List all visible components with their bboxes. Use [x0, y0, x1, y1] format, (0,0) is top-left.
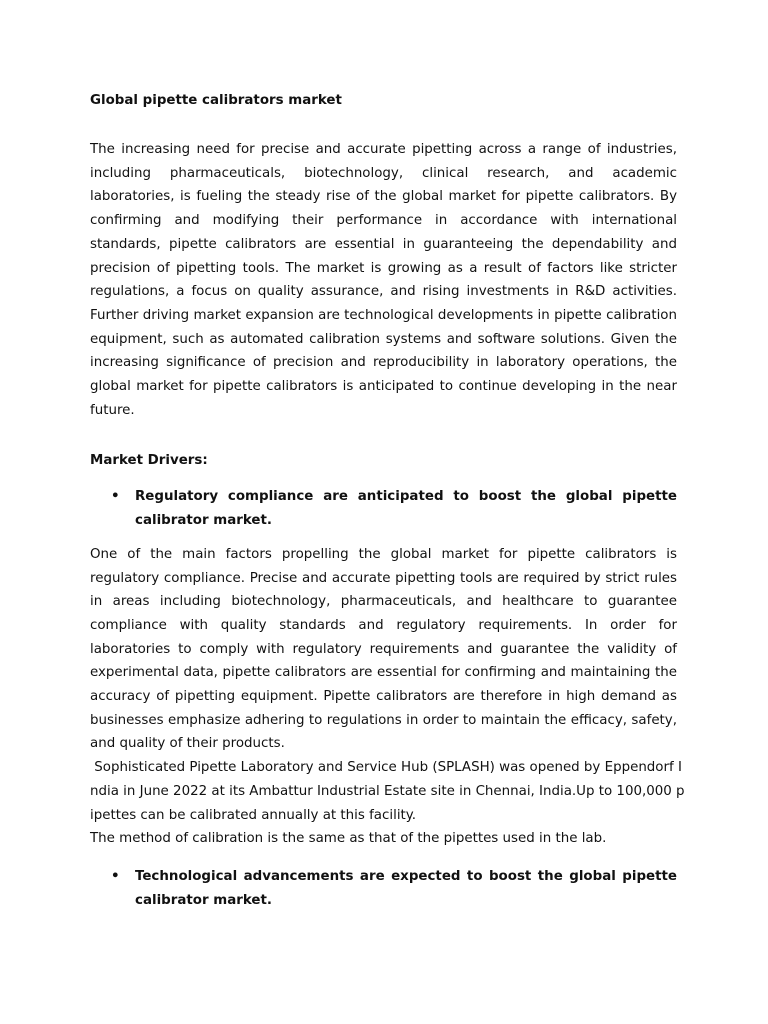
bullet-technological-advancements: [90, 865, 677, 912]
splash-line-1: Sophisticated Pipette Laboratory and Service Hub (SPLASH) was opened by Eppendorf I: [90, 760, 682, 776]
market-drivers-heading: Market Drivers:: [90, 453, 208, 469]
regulatory-paragraph: One of the main factors propelling the global market for pipette calibrators is regulatory compliance. Precise and accurate pipetting tools are required by strict rules in areas including biotechnology, pharmaceuticals, and healthcare to guarantee compliance with quality standards and regulatory requirements. In order for laboratories to comply with regulatory requirements and guarantee the validity of experimental data, pipette calibrators are essential for confirming and maintaining the accuracy of pipetting equipment. Pipette calibrators are therefore in high demand as businesses emphasize adhering to regulations in order to maintain the efficacy, safety, and quality of their products.: [90, 546, 677, 752]
bullet-text: Regulatory compliance are anticipated to boost the global pipette calibrator market.: [135, 489, 677, 529]
bullet-regulatory-compliance: [90, 485, 677, 532]
splash-line-3: ipettes can be calibrated annually at this facility.: [90, 807, 417, 823]
splash-line-2: ndia in June 2022 at its Ambattur Industrial Estate site in Chennai, India.Up to 100,000 p: [90, 783, 685, 799]
bullet-glyph: •: [111, 868, 120, 884]
intro-paragraph: The increasing need for precise and accurate pipetting across a range of industries, including pharmaceuticals, biotechnology, clinical research, and academic laboratories, is fueling the steady rise of the global market for pipette calibrators. By confirming and modifying their performance in accordance with international standards, pipette calibrators are essential in guaranteeing the dependability and precision of pipetting tools. The market is growing as a result of factors like stricter regulations, a focus on quality assurance, and rising investments in R&D activities. Further driving market expansion are technological developments in pipette calibration equipment, such as automated calibration systems and software solutions. Given the increasing significance of precision and reproducibility in laboratory operations, the global market for pipette calibrators is anticipated to continue developing in the near future.: [90, 142, 677, 418]
bullet-text: Technological advancements are expected to boost the global pipette calibrator market.: [135, 868, 677, 908]
document-title: Global pipette calibrators market: [90, 93, 342, 108]
bullet-glyph: •: [111, 489, 120, 505]
calibration-method-line: The method of calibration is the same as that of the pipettes used in the lab.: [90, 831, 607, 847]
